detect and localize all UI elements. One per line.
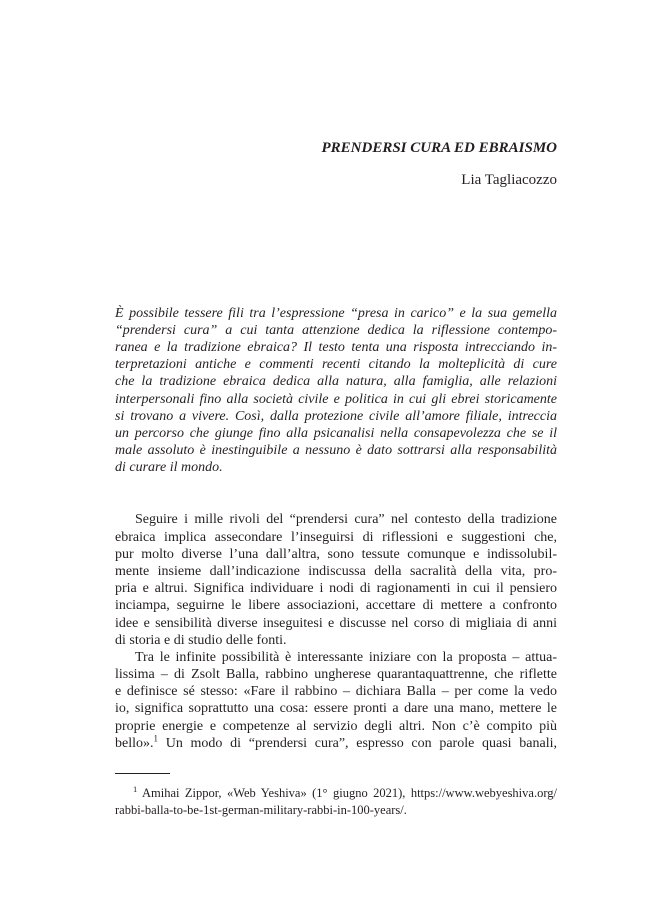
paragraph-line: e definisce sé stesso: «Fare il rabbino – dichiara Balla – per come la vedo [115,684,557,700]
abstract-line: ranea e la tradizione ebraica? Il testo tenta una risposta intrecciando in- [115,339,557,355]
paragraph-line: inciampa, seguirne le libere associazioni, accettare di mettere a confronto [115,598,557,614]
footnote-line: rabbi-balla-to-be-1st-german-military-rabbi-in-100-years/. [115,802,407,817]
abstract-line: È possibile tessere fili tra l’espressione “presa in carico” e la sua gemella [115,305,557,321]
paragraph-line: io, significa soprattutto una cosa: essere pronti a dare una mano, mettere le [115,701,557,717]
footnote-text: Amihai Zippor, «Web Yeshiva» (1° giugno 2021), https://www.webyeshiva.org/ [141,785,557,800]
paragraph-line: pria e altrui. Significa individuare i nodi di ragionamenti in cui il pensiero [115,581,557,597]
paragraph-line: proprie energie e competenze al servizio degli altri. Non c’è compito più [115,718,557,734]
abstract-line: “prendersi cura” a cui tanta attenzione dedica la riflessione contempo- [115,322,557,338]
footnote-line [115,785,557,802]
abstract-line: terpretazioni antiche e commenti recenti citando la molteplicità di cure [115,357,557,373]
abstract-line: di curare il mondo. [115,460,223,476]
paragraph-line [115,735,557,752]
line-text: bello». [115,735,154,751]
paragraph-line: di storia e di studio delle fonti. [115,632,287,648]
footnote [115,785,557,819]
chapter-title: PRENDERSI CURA ED EBRAISMO [321,140,557,156]
paragraph-line: Seguire i mille rivoli del “prendersi cura” nel contesto della tradizione [135,512,557,528]
paragraph-line: lissima – di Zsolt Balla, rabbino ungherese quarantaquattrenne, che riflette [115,667,557,683]
paragraph-line: ebraica implica assecondare l’inseguirsi di riflessioni e suggestioni che, [115,529,557,545]
abstract-line: male assoluto è inestinguibile a nessuno è dato sottrarsi alla responsabilità [115,443,557,459]
footnote-reference: 1 [153,733,158,744]
paragraph-line: mente insieme dall’indicazione indiscussa della sacralità della vita, pro- [115,563,557,579]
body-text [115,511,557,752]
paragraph-line: idee e sensibilità diverse inseguitesi e discusse nel corso di migliaia di anni [115,615,557,631]
line-text: Un modo di “prendersi cura”, espresso con parole quasi banali, [158,735,557,751]
author-name: Lia Tagliacozzo [461,172,557,188]
footnote-separator [115,773,170,774]
footnote-marker: 1 [133,783,138,794]
paragraph-line: pur molto diverse l’una dall’altra, sono tessute comunque e indissolubil- [115,546,557,562]
abstract-line: si trovano a vivere. Così, dalla protezione civile all’amore filiale, intreccia [115,408,557,424]
abstract-line: interpersonali fino alla società civile e politica in cui gli ebrei storicamente [115,391,557,407]
abstract [115,305,557,477]
paragraph-line: Tra le infinite possibilità è interessante iniziare con la proposta – attua- [135,649,557,665]
abstract-line: un percorso che giunge fino alla psicanalisi nella consapevolezza che se il [115,425,557,441]
abstract-line: che la tradizione ebraica dedica alla natura, alla famiglia, alle relazioni [115,374,557,390]
